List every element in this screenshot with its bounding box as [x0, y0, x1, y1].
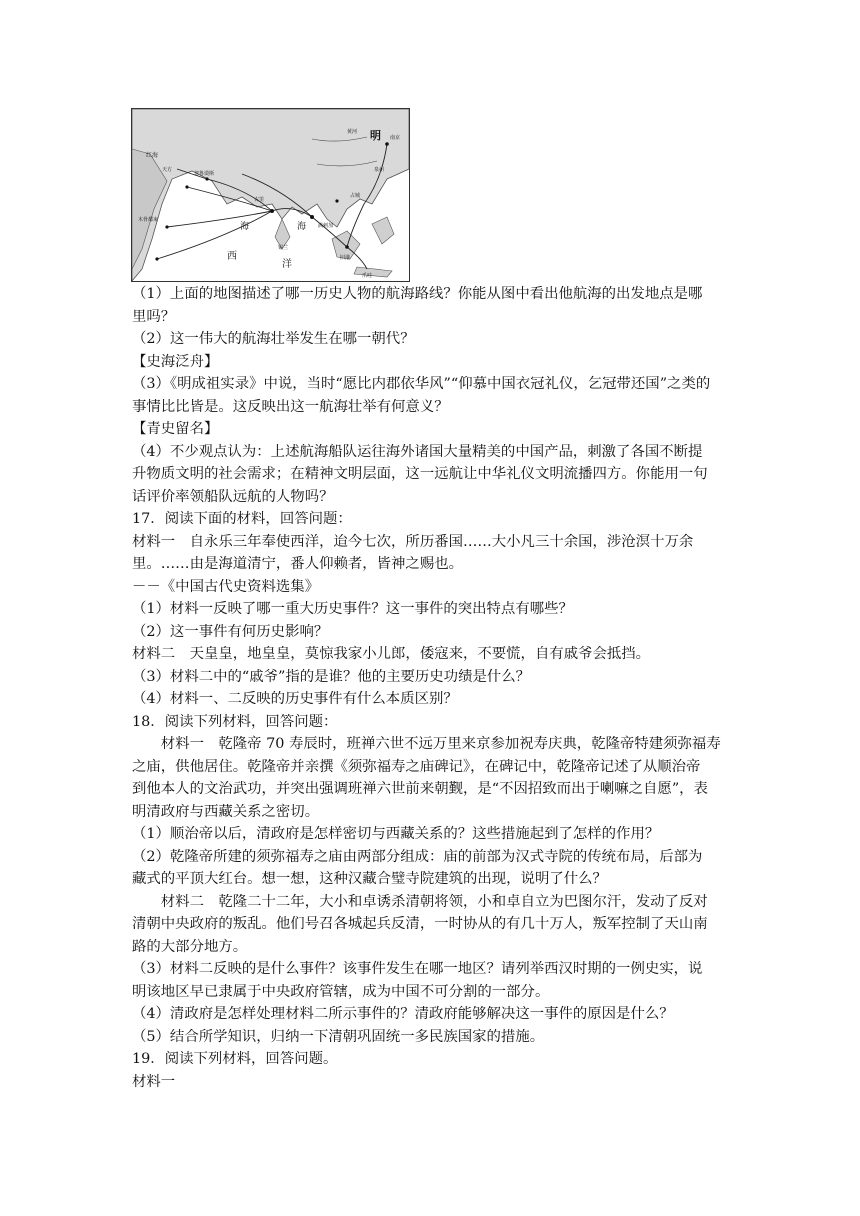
map-label-place-7: 旧港 — [340, 255, 351, 261]
map-label-place-8: 木骨都束 — [138, 217, 159, 223]
section-heading-qingshi: 【青史留名】 — [132, 421, 219, 437]
q18-sub3-b: 明该地区早已隶属于中央政府管辖，成为中国不可分割的一部分。 — [132, 983, 550, 1000]
q18-sub3-a: （3）材料二反映的是什么事件？该事件发生在哪一地区？请列举西汉时期的一例史实，说 — [132, 961, 703, 977]
q1-line-b: 里吗？ — [132, 308, 176, 325]
q18-sub5: （5）结合所学知识，归纳一下清朝巩固统一多民族国家的措施。 — [132, 1028, 545, 1045]
map-label-place-12: 黄河 — [347, 129, 358, 135]
map-label-ming: 明 — [370, 129, 381, 142]
q18-title: 18．阅读下列材料，回答问题： — [132, 713, 338, 730]
q3-line-a: （3）《明成祖实录》中说，当时“愿比内郡依华风”“仰慕中国衣冠礼仪，乞冠带还国”之类的 — [132, 376, 711, 392]
section-heading-shihai: 【史海泛舟】 — [132, 353, 219, 370]
q17-material2: 材料二 天皇皇，地皇皇，莫惊我家小儿郎，倭寇来，不要慌，自有戚爷会抵挡。 — [132, 646, 651, 662]
q18-sub2-b: 藏式的平顶大红台。想一想，这种汉藏合璧寺院建筑的出现，说明了什么？ — [132, 871, 607, 887]
map-label-west-2: 洋 — [282, 259, 292, 270]
q18-material2-a: 材料二 乾隆二十二年，大小和卓诱杀清朝将领，小和卓自立为巴图尔汗，发动了反对 — [160, 893, 708, 910]
q18-material1-b: 之庙，供他居住。乾隆帝并亲撰《须弥福寿之庙碑记》，在碑记中，乾隆帝记述了从顺治帝 — [132, 758, 701, 775]
map-label-place-4: 锡兰 — [278, 245, 289, 251]
map-label-place-6: 占城 — [350, 193, 361, 199]
q18-material1-a: 材料一 乾隆帝 70 寿辰时，班禅六世不远万里来京参加祝寿庆典，乾隆帝特建须弥福寿 — [160, 736, 721, 752]
q18-material2-c: 路的大部分地方。 — [132, 938, 248, 955]
q4-line-c: 话评价率领船队远航的人物吗？ — [132, 488, 334, 505]
map-label-place-5: 满剌加 — [318, 223, 334, 229]
map-label-red-sea: 红海 — [146, 152, 159, 159]
q17-sub1: （1）材料一反映了哪一重大历史事件？这一事件的突出特点有哪些？ — [132, 601, 573, 617]
q19-title: 19．阅读下列材料，回答问题。 — [132, 1051, 338, 1067]
document-body — [132, 283, 736, 1093]
map-label-ocean-a: 海 — [240, 222, 250, 232]
q18-sub2-a: （2）乾隆帝所建的须弥福寿之庙由两部分组成：庙的前部为汉式寺院的传统布局，后部为 — [132, 848, 703, 865]
q17-material1-b: 里。……由是海道清宁，番人仰赖者，皆神之赐也。 — [132, 556, 463, 572]
q18-material2-b: 清朝中央政府的叛乱。他们号召各城起兵反清，一时协从的有几十万人，叛军控制了天山南 — [132, 916, 708, 932]
q4-line-a: （4）不少观点认为：上述航海船队运往海外诸国大量精美的中国产品，刺激了各国不断提 — [132, 443, 703, 460]
map-label-place-11: 爪哇 — [362, 273, 373, 279]
q17-title: 17．阅读下面的材料，回答问题： — [132, 511, 352, 527]
map-label-west-1: 西 — [227, 251, 237, 262]
q19-material1: 材料一 — [132, 1073, 176, 1090]
map-label-place-3: 古里 — [254, 197, 265, 203]
q17-sub3: （3）材料二中的“戚爷”指的是谁？他的主要历史功绩是什么？ — [132, 668, 531, 685]
map-label-ocean-b: 海 — [297, 222, 307, 232]
q2-line: （2）这一伟大的航海壮举发生在哪一朝代？ — [132, 331, 415, 347]
q17-sub4: （4）材料一、二反映的历史事件有什么本质区别？ — [132, 691, 458, 707]
q4-line-b: 升物质文明的社会需求；在精神文明层面，这一远航让中华礼仪文明流播四方。你能用一句 — [132, 466, 708, 482]
voyage-map-graphic — [132, 109, 409, 281]
voyage-map — [131, 108, 410, 282]
q17-sub2: （2）这一事件有何历史影响？ — [132, 623, 329, 640]
map-label-place-10: 泉州 — [374, 167, 385, 173]
q18-sub4: （4）清政府是怎样处理材料二所示事件的？清政府能够解决这一事件的原因是什么？ — [132, 1006, 674, 1022]
map-label-place-1: 天方 — [162, 167, 173, 173]
map-label-place-9: 南京 — [390, 135, 401, 141]
q1-line-a: （1）上面的地图描述了哪一历史人物的航海路线？你能从图中看出他航海的出发地点是哪 — [132, 286, 703, 302]
q17-source: －－《中国古代史资料选集》 — [132, 578, 320, 595]
q18-material1-d: 明清政府与西藏关系之密切。 — [132, 803, 320, 820]
map-label-place-2: 忽鲁谟斯 — [194, 171, 215, 177]
q17-material1-a: 材料一 自永乐三年奉使西洋，迨今七次，所历番国……大小凡三十余国，涉沧溟十万余 — [132, 533, 694, 550]
q18-material1-c: 到他本人的文治武功，并突出强调班禅六世前来朝觐，是“不因招致而出于喇嘛之自愿”，表 — [132, 781, 708, 797]
q3-line-b: 事情比比皆是。这反映出这一航海壮举有何意义？ — [132, 398, 449, 415]
q18-sub1: （1）顺治帝以后，清政府是怎样密切与西藏关系的？这些措施起到了怎样的作用？ — [132, 826, 660, 842]
